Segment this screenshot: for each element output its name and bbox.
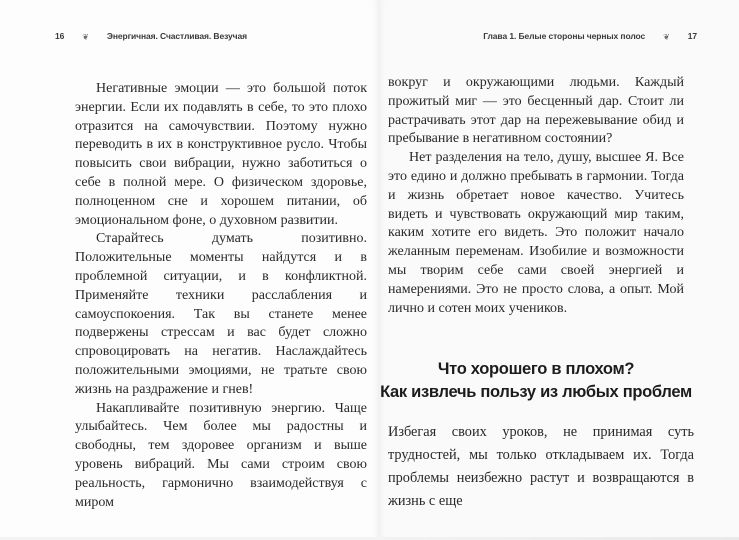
section-heading-line: Что хорошего в плохом? (437, 360, 635, 378)
running-title-right: Глава 1. Белые стороны черных полос (483, 31, 646, 41)
paragraph: Негативные эмоции — это большой поток энергии. Если их подавлять в себе, то это плохо отразится на самочувствии. Поэтому нужно переводить в их в конструктивное русло. Чтобы повысить свои вибрации, нужно заботиться о себе в полной мере. О физическом здоровье, полноценном сне и хорошем питании, об эмоциональном фоне, о духовном развитии. (75, 81, 367, 228)
body-text-right-top (388, 74, 684, 318)
paragraph: Избегая своих уроков, не принимая суть трудностей, мы только откладываем их. Тогда проблемы неизбежно растут и возвращаются в жизнь с еще (388, 424, 694, 509)
page-number-left: 16 (55, 31, 65, 41)
page-right (378, 0, 739, 540)
running-head-left (55, 31, 247, 41)
body-text-right-bottom (388, 421, 694, 513)
section-heading-line: Как извлечь пользу из любых проблем (380, 383, 692, 401)
fleuron-icon: ❦ (663, 32, 670, 41)
body-text-left (75, 80, 367, 512)
paragraph: Нет разделения на тело, душу, высшее Я. Все это едино и должно пребывать в гармонии. Тогда и жизнь обретает новое качество. Учитесь видеть и чувствовать окружающий мир таким, каким хотите его видеть. Это положит начало желанным переменам. Изобилие и возможности мы творим себе сами своей энергией и намерениями. Это не просто слова, а опыт. Мой лично и сотен моих учеников. (388, 150, 684, 316)
paragraph: Накапливайте позитивную энергию. Чаще улыбайтесь. Чем более мы радостны и свободны, тем здоровее организм и выше уровень вибраций. Мы сами строим свою реальность, гармонично взаимодействуя с миром (75, 400, 367, 510)
paragraph: вокруг и окружающими людьми. Каждый прожитый миг — это бесценный дар. Стоит ли растрачивать этот дар на пережевывание обид и пребывание в негативном состоянии? (388, 75, 684, 147)
paragraph: Старайтесь думать позитивно. Положительные моменты найдутся и в проблемной ситуации, и в конфликтной. Применяйте техники расслабления и самоуспокоения. Так вы станете менее подвержены стрессам и вас будет сложно спровоцировать на негатив. Наслаждайтесь положительными эмоциями, не тратьте свою жизнь на раздражение и гнев! (75, 231, 367, 397)
running-title-left: Энергичная. Счастливая. Везучая (106, 31, 247, 41)
section-heading (378, 358, 694, 404)
fleuron-icon: ❦ (82, 32, 89, 41)
page-number-right: 17 (687, 31, 697, 41)
running-head-right (483, 31, 697, 41)
